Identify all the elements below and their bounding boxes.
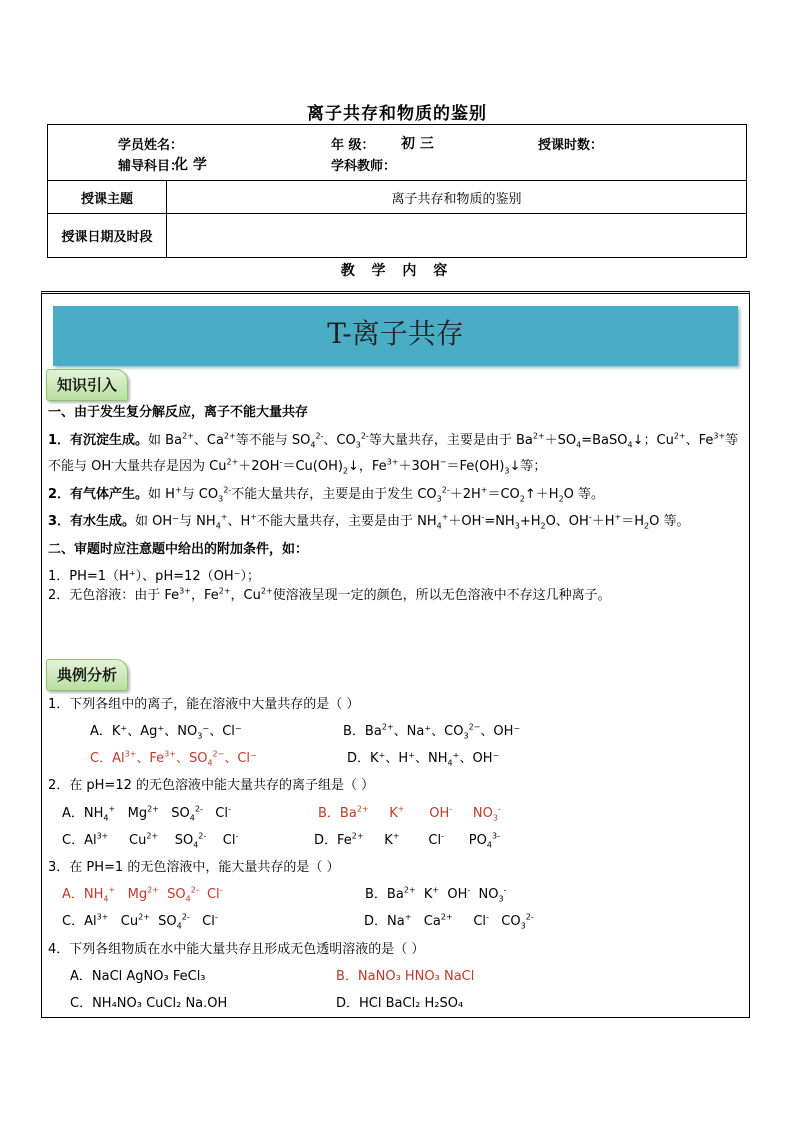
- date-label: 授课日期及时段: [48, 214, 167, 258]
- q1-option-a: A．K⁺、Ag⁺、$NO_3^-$、Cl⁻: [90, 724, 242, 741]
- q3-option-d: D．Na+ $Ca^{2+}$ Cl- $CO_3^{2-}$: [364, 912, 534, 931]
- subject-value: 化 学: [174, 157, 207, 173]
- tag-examples: 典例分析: [46, 659, 128, 691]
- q3-option-b: B．$Ba^{2+}$ K+ OH- $NO_3^-$: [365, 885, 507, 904]
- q4-option-c: C．NH₄NO₃ CuCl₂ Na.OH: [70, 996, 228, 1011]
- intro-p1-cont: 不能与 OH-大量共存是因为 $Cu^{2+}+2OH^-=Cu(OH)_2↓$，$Fe^{3+}+3OH^-=Fe(OH)_3↓$等；: [48, 457, 547, 476]
- grade-value: 初 三: [401, 136, 434, 152]
- intro-p1: 1．有沉淀生成。如 $Ba^{2+}$、$Ca^{2+}$等不能与 $SO_4^{2-}$、$CO_3^{2-}$等大量共存，主要是由于 $Ba^{2+}+SO_4=BaSO_4↓$；$Cu^{2+}$、$Fe^{3+}$等: [48, 431, 739, 450]
- info-table: [47, 124, 747, 258]
- intro-p3: 3．有水生成。如 OH⁻与 $NH_4^+$、H+不能大量共存，主要是由于 $NH_4^++OH^-=NH_3+H_2O$、$OH^-+H^+=H_2O$ 等。: [48, 512, 690, 531]
- q2-stem: 2．在 pH=12 的无色溶液中能大量共存的离子组是（ ）: [48, 778, 375, 793]
- tag-intro: 知识引入: [46, 369, 128, 401]
- intro-heading-2: 二、审题时应注意题中给出的附加条件，如：: [48, 542, 309, 557]
- q3-option-a: A．$NH_4^+$ $Mg^{2+}$ $SO_4^{2-}$ Cl-: [62, 885, 223, 904]
- intro-heading-1: 一、由于发生复分解反应，离子不能大量共存: [48, 405, 309, 420]
- teacher-label: 学科教师：: [331, 159, 397, 174]
- q1-stem: 1．下列各组中的离子，能在溶液中大量共存的是（ ）: [48, 697, 360, 712]
- info-row-header: [48, 125, 746, 180]
- intro-p3-lead: 3．有水生成。: [48, 514, 136, 529]
- q1-option-d: D．K⁺、H⁺、$NH_4^+$、OH⁻: [347, 751, 500, 768]
- q4-option-d: D．HCl BaCl₂ H₂SO₄: [336, 996, 464, 1011]
- theme-value: 离子共存和物质的鉴别: [167, 181, 747, 214]
- q1-option-c: C．$Al^{3+}$、$Fe^{3+}$、$SO_4^{2-}$、Cl⁻: [90, 749, 257, 768]
- section-heading: 教 学 内 容: [340, 263, 454, 279]
- banner-title: T-离子共存: [327, 317, 464, 350]
- q2-option-c: C．$Al^{3+}$ $Cu^{2+}$ $SO_4^{2-}$ Cl-: [62, 831, 239, 850]
- intro-p2: 2．有气体产生。如 H+与 $CO_3^{2-}$不能大量共存，主要是由于发生 $CO_3^{2-}+2H^+=CO_2↑+H_2O$ 等。: [48, 485, 605, 504]
- hours-label: 授课时数：: [538, 138, 604, 153]
- page-title: 离子共存和物质的鉴别: [307, 104, 487, 124]
- q4-option-b: B．NaNO₃ HNO₃ NaCl: [336, 969, 475, 984]
- intro-c2: 2．无色溶液：由于 $Fe^{3+}$，$Fe^{2+}$，$Cu^{2+}$使溶液呈现一定的颜色，所以无色溶液中不存这几种离子。: [48, 586, 611, 603]
- theme-label: 授课主题: [48, 181, 167, 214]
- date-value[interactable]: [167, 214, 747, 258]
- q2-option-a: A．$NH_4^+$ $Mg^{2+}$ $SO_4^{2-}$ Cl-: [62, 804, 231, 823]
- q4-option-a: A．NaCl AgNO₃ FeCl₃: [70, 969, 206, 984]
- student-label: 学员姓名：: [118, 138, 184, 153]
- q3-option-c: C．$Al^{3+}$ $Cu^{2+}$ $SO_4^{2-}$ Cl-: [62, 912, 218, 931]
- grade-label: 年 级：: [331, 138, 375, 153]
- subject-label: 辅导科目：: [118, 159, 184, 174]
- q2-option-d: D．$Fe^{2+}$ K+ Cl- $PO_4^{3-}$: [314, 831, 500, 850]
- intro-p2-lead: 2．有气体产生。: [48, 487, 149, 502]
- q1-option-b: B．$Ba^{2+}$、Na⁺、$CO_3^{2-}$、OH⁻: [343, 722, 521, 741]
- intro-c1: 1．PH=1（H⁺）、pH=12（OH⁻）；: [48, 569, 261, 584]
- intro-p1-lead: 1．有沉淀生成。: [48, 433, 149, 448]
- topic-banner: [53, 306, 738, 366]
- q4-stem: 4．下列各组物质在水中能大量共存且形成无色透明溶液的是（ ）: [48, 942, 425, 957]
- q3-stem: 3．在 PH=1 的无色溶液中，能大量共存的是（ ）: [48, 860, 340, 875]
- q2-option-b: B．$Ba^{2+}$ K+ OH- $NO_3^-$: [318, 804, 501, 823]
